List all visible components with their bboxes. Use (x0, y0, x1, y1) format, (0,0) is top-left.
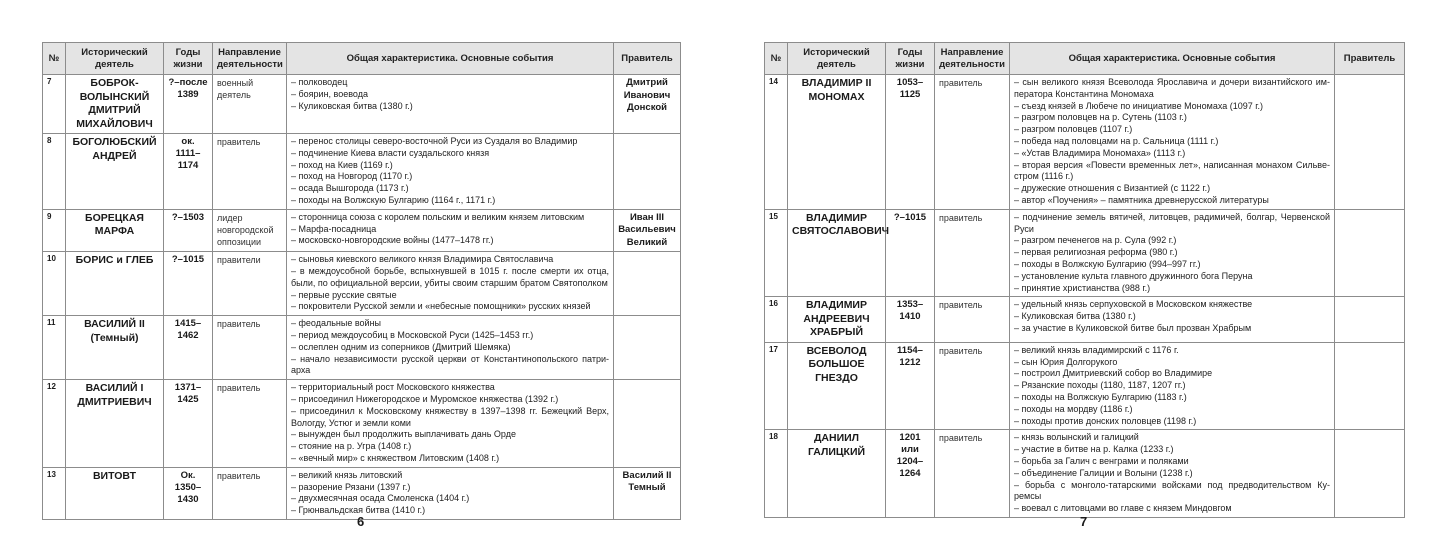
ruler-name (614, 134, 681, 210)
life-years: 1415–1462 (164, 316, 213, 380)
figure-name: БОРЕЦКАЯ МАРФА (66, 209, 164, 252)
row-number: 10 (43, 252, 66, 316)
event-item: – вторая версия «Повести временных лет», написанная монахом Сильве-стром (1116 г.) (1014, 159, 1330, 182)
events-list (1010, 430, 1335, 518)
header-ruler: Правитель (1335, 43, 1405, 75)
page-left (0, 0, 722, 556)
activity-direction: правитель (213, 467, 287, 519)
event-item: – походы на мордву (1186 г.) (1014, 403, 1133, 414)
event-item: – присоединил Нижегородское и Муромское княжества (1392 г.) (291, 394, 559, 405)
row-number: 7 (43, 75, 66, 134)
row-number: 18 (765, 430, 788, 518)
event-item: – воевал с литовцами во главе с князем Миндовгом (1014, 503, 1232, 514)
ruler-name (614, 316, 681, 380)
activity-direction: правитель (213, 134, 287, 210)
life-years: 1371–1425 (164, 380, 213, 468)
ruler-name (1335, 342, 1405, 430)
event-item: – подчинение Киева власти суздальского князя (291, 147, 490, 158)
activity-direction: правитель (935, 297, 1010, 343)
event-item: – удельный князь серпуховской в Московском княжестве (1014, 299, 1253, 310)
event-item: – разгром печенегов на р. Сула (992 г.) (1014, 235, 1177, 246)
table-row (765, 297, 1405, 343)
event-item: – стояние на р. Угра (1408 г.) (291, 441, 412, 452)
header-direction: Направление деятельности (935, 43, 1010, 75)
ruler-name (1335, 209, 1405, 297)
row-number: 17 (765, 342, 788, 430)
table-body (765, 75, 1405, 518)
figure-name: БОГОЛЮБСКИЙ АНДРЕЙ (66, 134, 164, 210)
life-years: ?–1015 (886, 209, 935, 297)
event-item: – феодальные войны (291, 318, 382, 329)
event-item: – победа над половцами на р. Сальница (1111 г.) (1014, 135, 1219, 146)
page-number: 6 (357, 514, 365, 529)
event-item: – борьба за Галич с венграми и поляками (1014, 456, 1189, 467)
event-item: – установление культа главного дружинного бога Перуна (1014, 270, 1253, 281)
event-item: – дружеские отношения с Византией (с 1122 г.) (1014, 183, 1211, 194)
events-list (287, 380, 614, 468)
page-number: 7 (1080, 514, 1088, 529)
activity-direction: правитель (935, 342, 1010, 430)
event-item: – поход на Новгород (1170 г.) (291, 171, 413, 182)
figure-name: ДАНИИЛ ГАЛИЦКИЙ (788, 430, 886, 518)
event-item: – принятие христианства (988 г.) (1014, 282, 1151, 293)
table-header-row (765, 43, 1405, 75)
row-number: 13 (43, 467, 66, 519)
event-item: – сторонница союза с королем польским и великим князем литовским (291, 211, 585, 222)
activity-direction: правитель (935, 75, 1010, 210)
ruler-name: Василий II Темный (614, 467, 681, 519)
event-item: – объединение Галиции и Волыни (1238 г.) (1014, 467, 1193, 478)
event-item: – территориальный рост Московского княжества (291, 382, 495, 393)
table-row (765, 342, 1405, 430)
ruler-name (614, 380, 681, 468)
event-item: – сын Юрия Долгорукого (1014, 356, 1118, 367)
life-years: 1154–1212 (886, 342, 935, 430)
events-list (1010, 342, 1335, 430)
event-item: – съезд князей в Любече по инициативе Мономаха (1097 г.) (1014, 100, 1263, 111)
events-list (287, 134, 614, 210)
table-row (43, 209, 681, 252)
header-years: Годы жизни (164, 43, 213, 75)
event-item: – Куликовская битва (1380 г.) (291, 100, 413, 111)
figure-name: ВЛАДИМИР II МОНОМАХ (788, 75, 886, 210)
table-row (43, 380, 681, 468)
event-item: – автор «Поучения» – памятника древнерусской литературы (1014, 194, 1269, 205)
ruler-name: Дмитрий Иванович Донской (614, 75, 681, 134)
event-item: – двухмесячная осада Смоленска (1404 г.) (291, 493, 470, 504)
event-item: – перенос столицы северо-восточной Руси из Суздаля во Владимир (291, 136, 578, 146)
event-item: – Грюнвальдская битва (1410 г.) (291, 505, 426, 516)
events-list (287, 316, 614, 380)
page-right (722, 0, 1445, 556)
events-list (287, 209, 614, 252)
life-years: ?–после 1389 (164, 75, 213, 134)
ruler-name (1335, 75, 1405, 210)
events-list (1010, 209, 1335, 297)
ruler-name: Иван III Васильевич Великий (614, 209, 681, 252)
table-row (765, 430, 1405, 518)
event-item: – поход на Киев (1169 г.) (291, 159, 393, 170)
event-item: – первые русские святые (291, 289, 397, 300)
event-item: – московско-новгородские войны (1477–1478 гг.) (291, 235, 494, 246)
event-item: – походы на Волжскую Булгарию (1164 г., 1171 г.) (291, 194, 496, 205)
table-row (765, 209, 1405, 297)
row-number: 9 (43, 209, 66, 252)
table-row (43, 75, 681, 134)
figure-name: ВСЕВОЛОД БОЛЬШОЕ ГНЕЗДО (788, 342, 886, 430)
ruler-name (1335, 430, 1405, 518)
header-direction: Направление деятельности (213, 43, 287, 75)
event-item: – Марфа-посадница (291, 223, 377, 234)
history-table-right (764, 42, 1405, 518)
row-number: 16 (765, 297, 788, 343)
figure-name: ВАСИЛИЙ II (Темный) (66, 316, 164, 380)
event-item: – подчинение земель вятичей, литовцев, радимичей, болгар, Червенской Руси (1014, 211, 1330, 234)
event-item: – «вечный мир» с княжеством Литовским (1408 г.) (291, 453, 500, 464)
event-item: – Куликовская битва (1380 г.) (1014, 311, 1136, 322)
event-item: – осада Вышгорода (1173 г.) (291, 183, 409, 194)
header-num: № (765, 43, 788, 75)
table-row (765, 75, 1405, 210)
figure-name: ВАСИЛИЙ I ДМИТРИЕВИЧ (66, 380, 164, 468)
event-item: – покровители Русской земли и «небесные помощники» русских князей (291, 301, 591, 312)
event-item: – борьба с монголо-татарскими войсками под предводительством Ку-ремсы (1014, 479, 1330, 502)
events-list (287, 467, 614, 519)
row-number: 14 (765, 75, 788, 210)
header-name: Исторический деятель (66, 43, 164, 75)
events-list (287, 75, 614, 134)
events-list (1010, 75, 1335, 210)
event-item: – великий князь литовский (291, 469, 403, 480)
event-item: – походы против донских половцев (1198 г.) (1014, 415, 1197, 426)
header-years: Годы жизни (886, 43, 935, 75)
life-years: Ок. 1350–1430 (164, 467, 213, 519)
activity-direction: правитель (935, 209, 1010, 297)
event-item: – разгром половцев на р. Сутень (1103 г.) (1014, 112, 1187, 123)
activity-direction: правитель (213, 316, 287, 380)
row-number: 8 (43, 134, 66, 210)
life-years: ?–1503 (164, 209, 213, 252)
event-item: – боярин, воевода (291, 88, 368, 99)
event-item: – великий князь владимирский с 1176 г. (1014, 344, 1179, 355)
life-years: 1053–1125 (886, 75, 935, 210)
table-body (43, 75, 681, 520)
figure-name: БОБРОК-ВОЛЫНСКИЙ ДМИТРИЙ МИХАЙЛОВИЧ (66, 75, 164, 134)
life-years: ?–1015 (164, 252, 213, 316)
ruler-name (614, 252, 681, 316)
event-item: – период междоусобиц в Московской Руси (1425–1453 гг.) (291, 330, 534, 341)
activity-direction: военный деятель (213, 75, 287, 134)
event-item: – походы в Волжскую Булгарию (994–997 гг.) (1014, 258, 1201, 269)
row-number: 12 (43, 380, 66, 468)
event-item: – полководец (291, 77, 348, 87)
event-item: – Рязанские походы (1180, 1187, 1207 гг.) (1014, 380, 1186, 391)
life-years: 1201 или 1204–1264 (886, 430, 935, 518)
header-events: Общая характеристика. Основные события (1010, 43, 1335, 75)
event-item: – в междоусобной борьбе, вспыхнувшей в 1015 г. после смерти их отца, были, по официальной версии, убиты своим старшим братом Святополком (291, 266, 609, 288)
activity-direction: правитель (213, 380, 287, 468)
event-item: – участие в битве на р. Калка (1233 г.) (1014, 444, 1174, 455)
row-number: 11 (43, 316, 66, 380)
event-item: – первая религиозная реформа (980 г.) (1014, 247, 1178, 258)
figure-name: ВЛАДИМИР АНДРЕЕВИЧ ХРАБРЫЙ (788, 297, 886, 343)
figure-name: БОРИС и ГЛЕБ (66, 252, 164, 316)
activity-direction: лидер новгородской оппозиции (213, 209, 287, 252)
figure-name: ВИТОВТ (66, 467, 164, 519)
table-row (43, 467, 681, 519)
event-item: – сын великого князя Всеволода Ярославича и дочери византийского им-ператора Константина Мономаха (1014, 77, 1330, 99)
event-item: – за участие в Куликовской битве был прозван Храбрым (1014, 322, 1252, 333)
table-row (43, 134, 681, 210)
event-item: – присоединил к Московскому княжеству в 1397–1398 гг. Бежецкий Верх, Вологду, Устюг и земли коми (291, 405, 609, 428)
figure-name: ВЛАДИМИР СВЯТОСЛАВОВИЧ (788, 209, 886, 297)
events-list (1010, 297, 1335, 343)
event-item: – разгром половцев (1107 г.) (1014, 124, 1133, 135)
event-item: – «Устав Владимира Мономаха» (1113 г.) (1014, 147, 1186, 158)
event-item: – князь волынский и галицкий (1014, 432, 1139, 443)
header-name: Исторический деятель (788, 43, 886, 75)
life-years: ок. 1111–1174 (164, 134, 213, 210)
table-row (43, 316, 681, 380)
header-num: № (43, 43, 66, 75)
header-events: Общая характеристика. Основные события (287, 43, 614, 75)
event-item: – ослеплен одним из соперников (Дмитрий Шемяка) (291, 341, 511, 352)
table-row (43, 252, 681, 316)
event-item: – вынужден был продолжить выплачивать дань Орде (291, 429, 516, 440)
header-ruler: Правитель (614, 43, 681, 75)
event-item: – начало независимости русской церкви от Константинопольского патри-арха (291, 353, 609, 376)
history-table-left (42, 42, 681, 520)
event-item: – построил Дмитриевский собор во Владимире (1014, 368, 1213, 379)
activity-direction: правители (213, 252, 287, 316)
ruler-name (1335, 297, 1405, 343)
event-item: – сыновья киевского великого князя Владимира Святославича (291, 254, 554, 265)
event-item: – разорение Рязани (1397 г.) (291, 481, 411, 492)
activity-direction: правитель (935, 430, 1010, 518)
event-item: – походы на Волжскую Булгарию (1183 г.) (1014, 392, 1187, 403)
life-years: 1353–1410 (886, 297, 935, 343)
row-number: 15 (765, 209, 788, 297)
events-list (287, 252, 614, 316)
table-header-row (43, 43, 681, 75)
